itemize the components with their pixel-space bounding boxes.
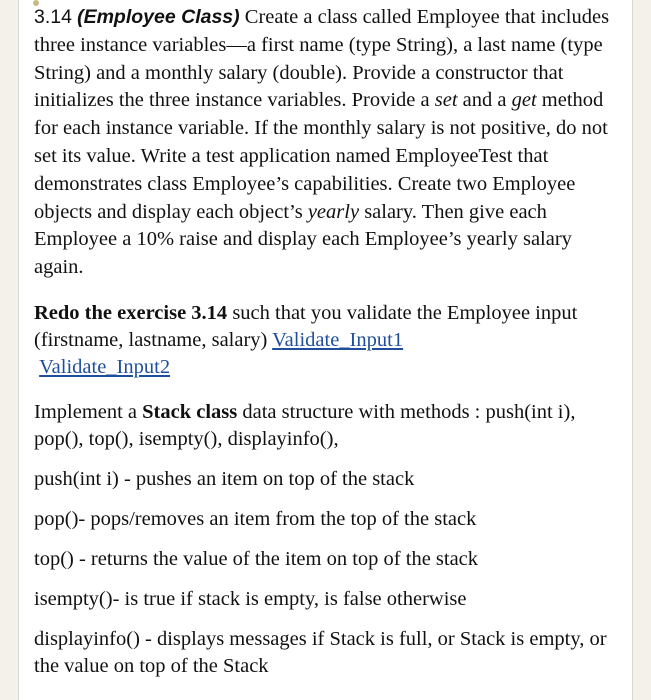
document-page [18, 0, 633, 700]
exercise-paragraph [34, 4, 624, 282]
stack-intro-bold: Stack class [142, 400, 238, 423]
stack-intro [34, 399, 624, 453]
validate-input1-link[interactable]: Validate_Input1 [272, 328, 404, 351]
displayinfo-description: displayinfo() - displays messages if Stack is full, or Stack is empty, or the value on top of the Stack [34, 627, 607, 677]
isempty-description: isempty()- is true if stack is empty, is false otherwise [34, 587, 467, 610]
exercise-text-4: salary. Then give each Employee a 10% raise and display each Employee’s yearly salary again. [34, 200, 572, 279]
stack-intro-rest: data structure with methods : push(int i), pop(), top(), isempty(), displayinfo(), [34, 400, 576, 450]
exercise-title: (Employee Class) [77, 6, 240, 28]
exercise-text-1: Create a class called Employee that includes three instance variables—a first name (type String), a last name (type String) and a monthly salary (double). Provide a constructor that initializes the three instance variables. Provide a [34, 6, 610, 112]
redo-text: such that you validate the Employee input (firstname, lastname, salary) [34, 301, 578, 351]
document-content [34, 4, 624, 680]
stack-intro-prefix: Implement a [34, 400, 143, 423]
top-description: top() - returns the value of the item on top of the stack [34, 547, 479, 570]
validate-input2-link[interactable]: Validate_Input2 [39, 355, 171, 378]
redo-paragraph [34, 300, 624, 381]
exercise-text-3: method for each instance variable. If the monthly salary is not positive, do not set its value. Write a test application named EmployeeTest that demonstrates class Employee’s capabilities. Create two Employee objects and display each object’s [34, 89, 608, 223]
pop-description: pop()- pops/removes an item from the top of the stack [34, 507, 477, 530]
exercise-text-2: and a [457, 89, 512, 112]
exercise-number: 3.14 [34, 6, 72, 28]
get-word: get [511, 89, 537, 112]
yearly-word: yearly [307, 200, 360, 223]
push-description: push(int i) - pushes an item on top of the stack [34, 467, 415, 490]
redo-bold: Redo the exercise 3.14 [34, 301, 228, 324]
set-word: set [434, 89, 458, 112]
